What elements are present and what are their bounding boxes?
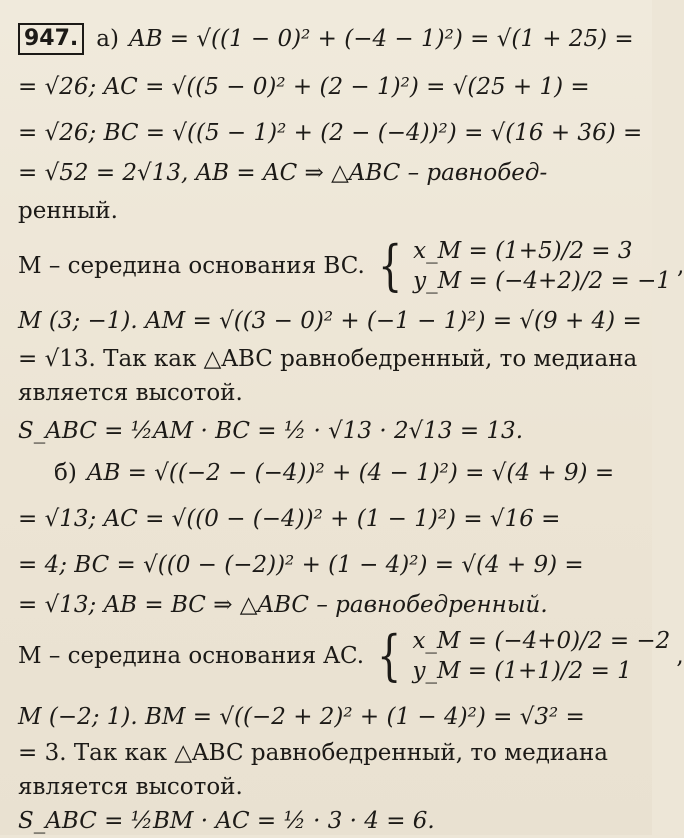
b-line-2: = √13; AC = √((0 − (−4))² + (1 − 1)²) = √16 = bbox=[18, 506, 561, 532]
b-line-4: = √13; AB = BC ⇒ △ABC – равнобедренный. bbox=[18, 592, 548, 618]
b-area: S_ABC = ½BM · AC = ½ · 3 · 4 = 6. bbox=[18, 808, 435, 834]
b-midpoint-system: { x_M = (−4+0)/2 = −2 y_M = (1+1)/2 = 1 , bbox=[377, 624, 684, 687]
problem-number: 947. bbox=[18, 23, 84, 55]
b-line-6: M (−2; 1). BM = √((−2 + 2)² + (1 − 4)²) = √3² = bbox=[18, 704, 585, 730]
part-b-label: б) bbox=[54, 460, 77, 486]
a-ym: y_M = (−4+2)/2 = −1 bbox=[413, 268, 672, 294]
a-midpoint-system: { x_M = (1+5)/2 = 3 y_M = (−4+2)/2 = −1 , bbox=[377, 234, 684, 297]
a-line-8: = √13. Так как △ABC равнобедренный, то медиана bbox=[18, 346, 638, 372]
b-line-3: = 4; BC = √((0 − (−2))² + (1 − 4)²) = √(4 + 9) = bbox=[18, 552, 584, 578]
a-area: S_ABC = ½AM · BC = ½ · √13 · 2√13 = 13. bbox=[18, 418, 524, 444]
b-line-7: = 3. Так как △ABC равнобедренный, то медиана bbox=[18, 740, 608, 766]
a-line-3: = √26; BC = √((5 − 1)² + (2 − (−4))²) = √(16 + 36) = bbox=[18, 120, 643, 146]
a-line-7: M (3; −1). AM = √((3 − 0)² + (−1 − 1)²) = √(9 + 4) = bbox=[18, 308, 642, 334]
part-a-label: а) bbox=[96, 26, 119, 52]
b-midpoint-line: M – середина основания AC. { x_M = (−4+0)/2 = −2 y_M = (1+1)/2 = 1 , bbox=[18, 624, 684, 687]
a-line-9: является высотой. bbox=[18, 380, 243, 406]
a-midpoint-line: M – середина основания BC. { x_M = (1+5)/2 = 3 y_M = (−4+2)/2 = −1 , bbox=[18, 234, 684, 297]
a-line-1 bbox=[18, 22, 634, 56]
b-xm: x_M = (−4+0)/2 = −2 bbox=[412, 628, 671, 654]
b-line-1: б) AB = √((−2 − (−4))² + (4 − 1)²) = √(4 + 9) = bbox=[54, 456, 628, 490]
brace-icon: { bbox=[377, 624, 402, 687]
a-line-4: = √52 = 2√13, AB = AC ⇒ △ABC – равнобед- bbox=[18, 160, 548, 186]
b-line-8: является высотой. bbox=[18, 774, 243, 800]
a-xm: x_M = (1+5)/2 = 3 bbox=[413, 238, 633, 264]
a-line-2: = √26; AC = √((5 − 0)² + (2 − 1)²) = √(25 + 1) = bbox=[18, 74, 590, 100]
b-ym: y_M = (1+1)/2 = 1 bbox=[412, 658, 632, 684]
a-text: AB = √((1 − 0)² + (−4 − 1)²) = √(1 + 25) = bbox=[128, 26, 634, 52]
a-line-5: ренный. bbox=[18, 198, 118, 224]
brace-icon: { bbox=[377, 234, 403, 297]
